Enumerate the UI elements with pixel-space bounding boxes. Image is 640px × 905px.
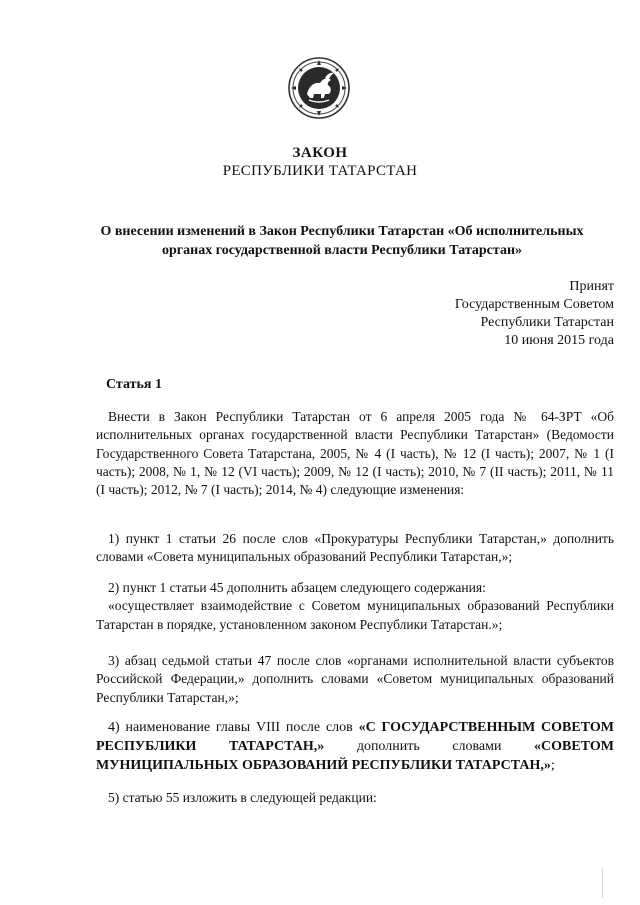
document-title <box>72 222 612 260</box>
adopted-by-republic: Республики Татарстан <box>480 315 614 330</box>
item-4-end: ; <box>550 758 555 773</box>
item-4-part-2: дополнить словами <box>324 739 535 754</box>
amendment-item-2 <box>96 579 614 634</box>
item-4-text <box>96 718 614 775</box>
item-2-heading: 2) пункт 1 статьи 45 дополнить абзацем следующего содержания: <box>108 580 486 595</box>
amendment-item-3 <box>96 652 614 707</box>
article-heading: Статья 1 <box>106 377 162 392</box>
adopted-date: 10 июня 2015 года <box>504 333 614 348</box>
item-5-text: 5) статью 55 изложить в следующей редакции: <box>108 790 377 805</box>
amendment-item-5 <box>96 789 614 807</box>
document-type: ЗАКОН <box>292 145 348 161</box>
intro-paragraph: Внести в Закон Республики Татарстан от 6 апреля 2005 года № 64-ЗРТ «Об исполнительных органах государственной власти Республики Татарстан» (Ведомости Государственного Совета Татарстана, 2005, № 4 (I часть), № 12 (I часть); 2007, № 1 (I часть); 2008, № 1, № 12 (VI часть); 2009, № 12 (I часть); 2010, № 7 (II часть); 2011, № 11 (I часть); 2012, № 7 (I часть); 2014, № 4) следующие изменения: <box>96 409 614 498</box>
amendment-item-4 <box>96 718 614 775</box>
item-1-text: 1) пункт 1 статьи 26 после слов «Прокуратуры Республики Татарстан,» дополнить словами «Совета муниципальных образований Республики Татарстан,»; <box>96 531 614 565</box>
adopted-label: Принят <box>569 279 614 294</box>
scan-artifact <box>602 868 603 898</box>
adopted-by: Государственным Советом <box>454 297 614 312</box>
title-line-1: О внесении изменений в Закон Республики Татарстан «Об исполнительных <box>100 224 584 239</box>
article-intro <box>96 408 614 499</box>
item-3-text: 3) абзац седьмой статьи 47 после слов «органами исполнительной власти субъектов Российской Федерации,» дополнить словами «Советом муниципальных образований Республики Татарстан,»; <box>96 653 614 705</box>
adoption-block <box>354 278 614 350</box>
item-4-bold-1: «С ГОСУДАРСТВЕННЫМ СОВЕТОМ РЕСПУБЛИКИ ТАТАРСТАН,» <box>96 720 614 754</box>
item-4-part-1: 4) наименование главы VIII после слов <box>108 720 359 735</box>
issuer: РЕСПУБЛИКИ ТАТАРСТАН <box>222 163 418 179</box>
amendment-item-1 <box>96 530 614 567</box>
coat-of-arms-icon <box>287 56 351 120</box>
item-4-bold-2: «СОВЕТОМ МУНИЦИПАЛЬНЫХ ОБРАЗОВАНИЙ РЕСПУБЛИКИ ТАТАРСТАН,» <box>96 739 614 773</box>
title-line-2: органах государственной власти Республики Татарстан» <box>161 243 523 258</box>
item-2-text: «осуществляет взаимодействие с Советом муниципальных образований Республики Татарстан в порядке, установленном законом Республики Татарстан.»; <box>96 598 614 632</box>
